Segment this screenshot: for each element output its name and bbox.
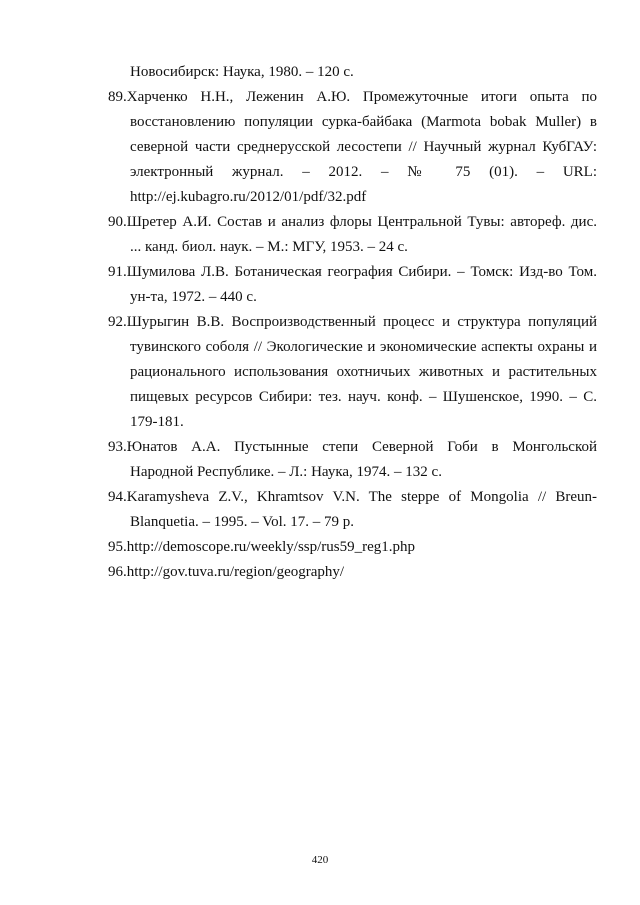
reference-line: 93.Юнатов А.А. Пустынные степи Северной Гоби в Монгольской xyxy=(108,439,597,455)
reference-continuation: Новосибирск: Наука, 1980. – 120 с. xyxy=(130,64,354,80)
reference-entry-94 xyxy=(108,485,597,535)
reference-line: 94.Karamysheva Z.V., Khramtsov V.N. The steppe of Mongolia // Breun- xyxy=(108,489,597,505)
reference-line: пищевых ресурсов Сибири: тез. науч. конф. – Шушенское, 1990. – С. xyxy=(130,389,597,405)
reference-line: рационального использования охотничьих животных и растительных xyxy=(130,364,597,380)
reference-list xyxy=(108,60,597,585)
reference-entry-91 xyxy=(108,260,597,310)
reference-line: тувинского соболя // Экологические и экономические аспекты охраны и xyxy=(130,339,597,355)
reference-line: Народной Республике. – Л.: Наука, 1974. – 132 с. xyxy=(130,464,442,480)
reference-entry-95 xyxy=(108,535,597,560)
reference-url: http://ej.kubagro.ru/2012/01/pdf/32.pdf xyxy=(130,189,367,205)
reference-line: восстановлению популяции сурка-байбака (Marmota bobak Muller) в xyxy=(130,114,597,130)
reference-entry-90 xyxy=(108,210,597,260)
reference-line: 91.Шумилова Л.В. Ботаническая география Сибири. – Томск: Изд-во Том. xyxy=(108,264,597,280)
reference-url: 95.http://demoscope.ru/weekly/ssp/rus59_reg1.php xyxy=(108,539,416,555)
reference-entry-92 xyxy=(108,310,597,435)
reference-line: северной части среднерусской лесостепи // Научный журнал КубГАУ: xyxy=(130,139,597,155)
reference-line: 89.Харченко Н.Н., Леженин А.Ю. Промежуточные итоги опыта по xyxy=(108,89,597,105)
reference-entry-96 xyxy=(108,560,597,585)
reference-line: 92.Шурыгин В.В. Воспроизводственный процесс и структура популяций xyxy=(108,314,597,330)
reference-line: электронный журнал. – 2012. – № 75 (01). – URL: xyxy=(130,164,597,180)
reference-entry-93 xyxy=(108,435,597,485)
reference-line: ... канд. биол. наук. – М.: МГУ, 1953. – 24 с. xyxy=(130,239,408,255)
reference-line: 179-181. xyxy=(130,414,184,430)
reference-line: 90.Шретер А.И. Состав и анализ флоры Центральной Тувы: автореф. дис. xyxy=(108,214,597,230)
reference-entry-89 xyxy=(108,85,597,210)
page-number: 420 xyxy=(311,854,329,866)
reference-line: Blanquetia. – 1995. – Vol. 17. – 79 p. xyxy=(130,514,355,530)
reference-url: 96.http://gov.tuva.ru/region/geography/ xyxy=(108,564,345,580)
reference-line: ун-та, 1972. – 440 с. xyxy=(130,289,257,305)
